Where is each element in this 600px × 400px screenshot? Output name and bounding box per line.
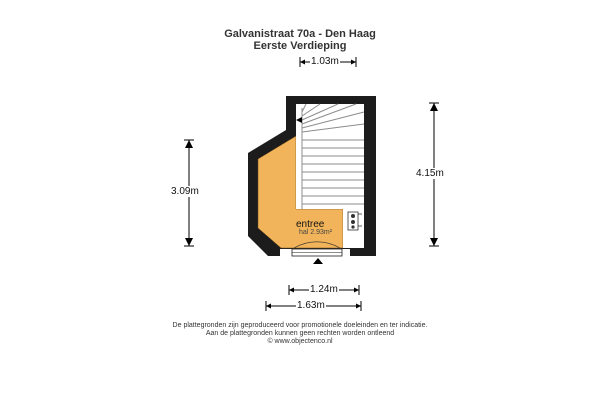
dimension-bottom-outer-label: 1.63m — [297, 300, 325, 311]
dimension-top-label: 1.03m — [311, 56, 339, 67]
copyright-line: © www.objectenco.nl — [267, 338, 333, 345]
dimension-left-label: 3.09m — [171, 186, 199, 197]
entrance-marker-icon — [313, 258, 323, 264]
dimension-right-label: 4.15m — [416, 168, 444, 179]
disclaimer-line-1: De plattegronden zijn geproduceerd voor promotionele doeleinden en ter indicatie. — [172, 322, 428, 329]
disclaimer-line-2: Aan de plattegronden kunnen geen rechten worden ontleend — [205, 330, 395, 337]
dimension-bottom-inner-label: 1.24m — [310, 284, 338, 295]
room-area: hal 2.93m² — [299, 229, 333, 236]
plan-title: Galvanistraat 70a - Den Haag — [224, 28, 376, 40]
floor-name: Eerste Verdieping — [253, 40, 347, 52]
room-name: entree — [296, 219, 325, 230]
